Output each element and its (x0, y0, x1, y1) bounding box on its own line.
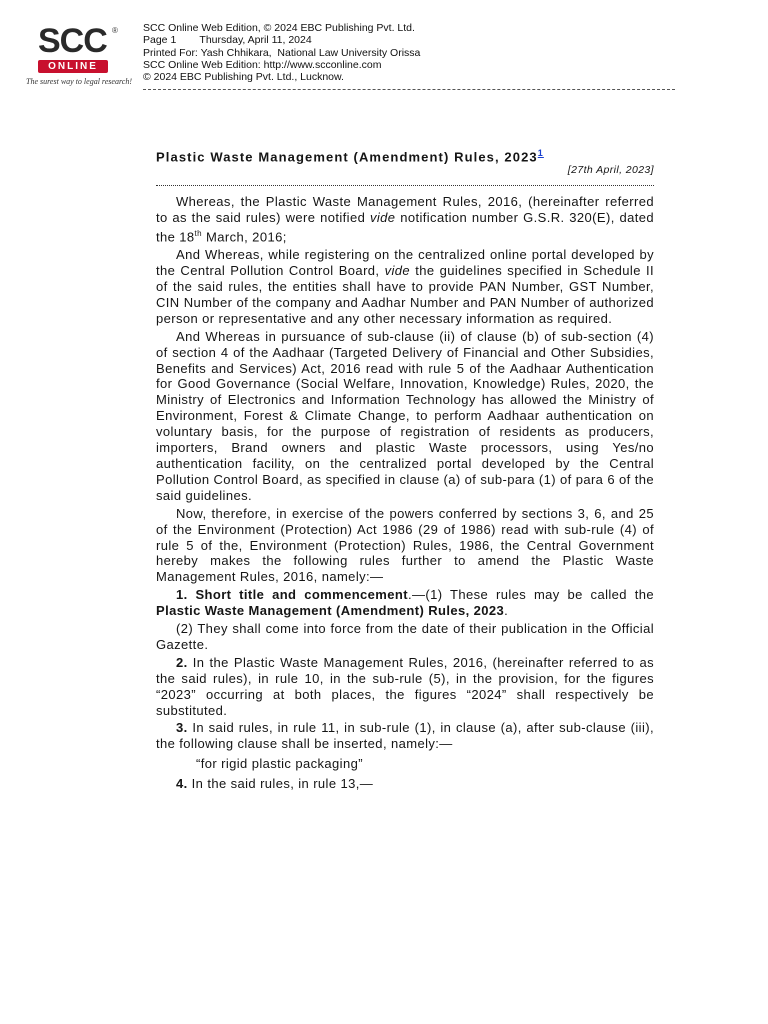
title-divider (156, 185, 654, 186)
header-website-line: SCC Online Web Edition: http://www.scconline.com (143, 58, 382, 71)
paragraph-1: Whereas, the Plastic Waste Management Rules, 2016, (hereinafter referred to as the said rules) were notified vide notification number G.S.R. 320(E), dated the 18th March, 2016; (156, 194, 655, 245)
logo-online-badge: ONLINE (38, 60, 108, 73)
rule-2: 2. In the Plastic Waste Management Rules, 2016, (hereinafter referred to as the said rules), in rule 10, in the sub-rule (5), in the provision, for the figures “2023” occurring at both places, the figures “2024” shall respectively be substituted. (156, 654, 654, 718)
rule-3: 3. In said rules, in rule 11, in sub-rule (1), in clause (a), after sub-clause (iii), the following clause shall be inserted, namely:— (156, 720, 654, 752)
paragraph-3: And Whereas in pursuance of sub-clause (ii) of clause (b) of sub-section (4) of section 4 of the Aadhaar (Targeted Delivery of Financial and Other Subsidies, Benefits and Services) Act, 2016 read with rule 5 of the Aadhaar Authentication for Good Governance (Social Welfare, Innovation, Knowledge) Rules, 2020, the Ministry of Electronics and Information Technology has allowed the Ministry of Environment, Forest & Climate Change, to perform Aadhaar authentication on voluntary basis, for the purpose of registration of residents as producers, importers, Brand owners and plastic Waste processors, using Yes/no authentication facility, on the centralized portal developed by the Central Pollution Control Board, as specified in clause (a) of sub-para (1) of para 6 of the said guidelines. (156, 328, 654, 503)
header-printed-for-line: Printed For: Yash Chhikara, National Law University Orissa (143, 46, 421, 59)
logo-brand: SCC (38, 22, 107, 60)
header-divider (143, 89, 675, 90)
inserted-clause-quote: “for rigid plastic packaging” (196, 756, 363, 772)
logo-registered-mark: ® (112, 26, 118, 35)
document-date: [27th April, 2023] (567, 164, 654, 177)
header-copyright-line: © 2024 EBC Publishing Pvt. Ltd., Lucknow. (143, 71, 344, 84)
rule-4: 4. In the said rules, in rule 13,— (176, 776, 374, 792)
scc-online-logo (24, 22, 134, 92)
document-body (156, 146, 654, 794)
print-header (143, 22, 420, 83)
header-edition-line: SCC Online Web Edition, © 2024 EBC Publishing Pvt. Ltd. (143, 22, 415, 34)
title-text: Plastic Waste Management (Amendment) Rules, 2023 (156, 149, 538, 165)
paragraph-2: And Whereas, while registering on the centralized online portal developed by the Central Pollution Control Board, vide the guidelines specified in Schedule II of the said rules, the entities shall have to provide PAN Number, GST Number, CIN Number of the company and Aadhar Number and PAN Number of authorized person or representative and any other necessary information as required. (156, 247, 654, 326)
footnote-link[interactable]: 1 (537, 148, 544, 158)
rule-1-short-title: 1. Short title and commencement.—(1) These rules may be called the Plastic Waste Management (Amendment) Rules, 2023. (156, 587, 654, 619)
header-page-date-line: Page 1 Thursday, April 11, 2024 (143, 34, 312, 47)
logo-tagline: The surest way to legal research! (26, 77, 132, 86)
rule-1-commencement: (2) They shall come into force from the date of their publication in the Official Gazette. (156, 621, 654, 652)
paragraph-4: Now, therefore, in exercise of the powers conferred by sections 3, 6, and 25 of the Environment (Protection) Act 1986 (29 of 1986) read with sub-rule (4) of rule 5 of the, Environment (Protection) Rules, 1986, the Central Government hereby makes the following rules further to amend the Plastic Waste Management Rules, 2016, namely:— (156, 505, 654, 585)
